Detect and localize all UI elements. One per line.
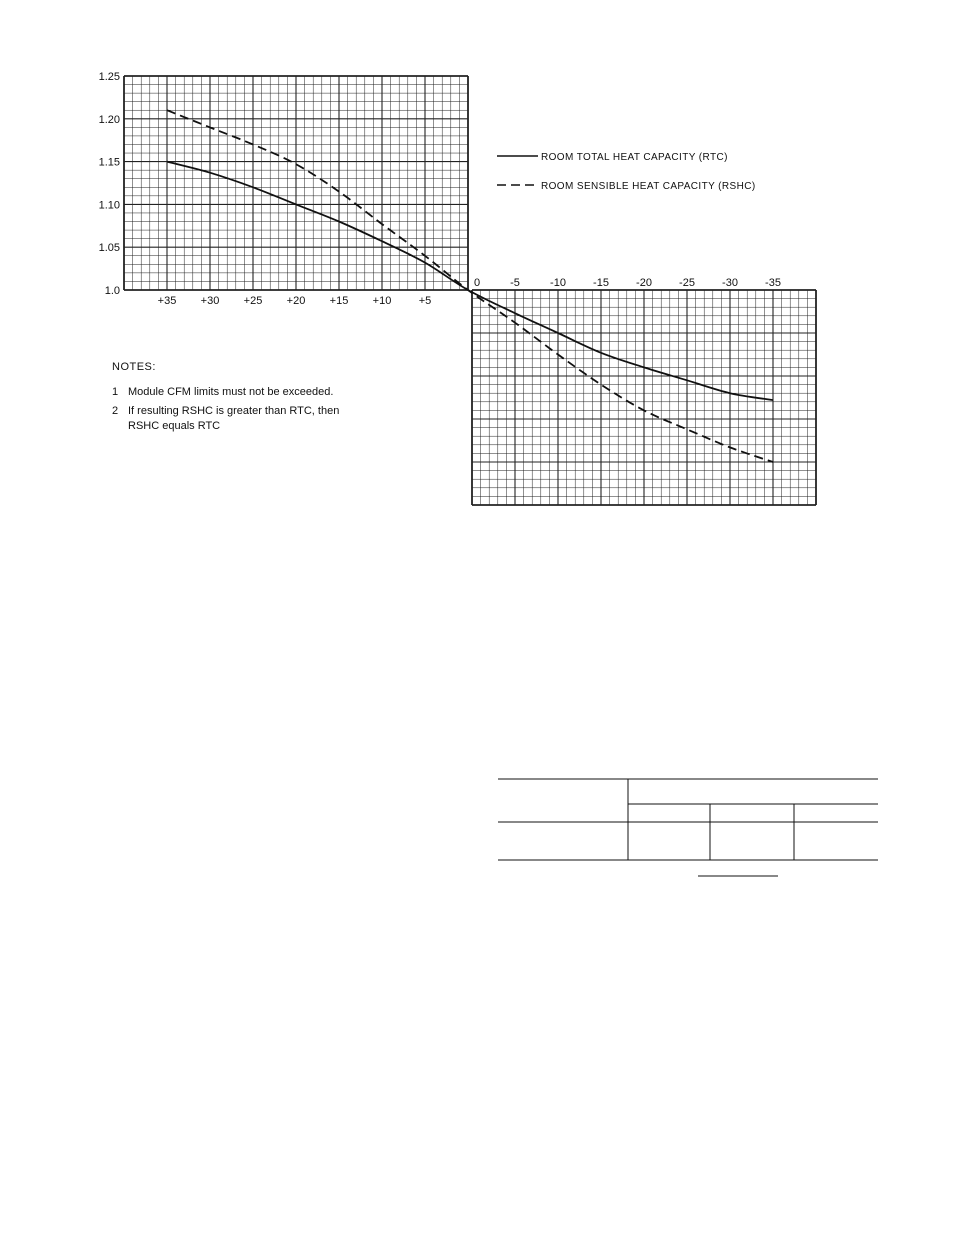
y-tick-label: 1.10 — [98, 199, 120, 212]
note-text: If resulting RSHC is greater than RTC, then RSHC equals RTC — [128, 405, 340, 432]
x-tick-label-lower: -5 — [510, 277, 520, 289]
x-tick-label-lower: -25 — [679, 277, 695, 289]
legend-entry-rtc-label: ROOM TOTAL HEAT CAPACITY (RTC) — [541, 152, 728, 163]
y-tick-label: 1.20 — [98, 113, 120, 126]
x-tick-label-lower: -35 — [765, 277, 781, 289]
x-tick-label-upper: +25 — [243, 295, 263, 307]
legend-entry-rshc-label: ROOM SENSIBLE HEAT CAPACITY (RSHC) — [541, 181, 756, 192]
x-tick-label-lower: -10 — [550, 277, 566, 289]
x-tick-label-lower: -20 — [636, 277, 652, 289]
y-tick-label: 1.0 — [104, 285, 120, 297]
y-tick-label: 1.15 — [98, 156, 120, 169]
note-number: 1 — [112, 386, 119, 398]
x-tick-label-lower: 0 — [474, 277, 481, 289]
x-tick-label-upper: +15 — [329, 295, 349, 307]
x-tick-label-upper: +10 — [372, 295, 392, 307]
x-tick-label-upper: +20 — [286, 295, 306, 307]
x-tick-label-upper: +30 — [200, 295, 220, 307]
x-tick-label-lower: -30 — [722, 277, 738, 289]
note-text: Module CFM limits must not be exceeded. — [128, 386, 334, 398]
note-number: 2 — [112, 405, 119, 417]
x-tick-label-lower: -15 — [593, 277, 609, 289]
x-tick-label-upper: +5 — [418, 295, 432, 307]
notes-title: NOTES: — [112, 361, 156, 373]
x-tick-label-upper: +35 — [157, 295, 177, 307]
y-tick-label: 1.25 — [98, 71, 120, 83]
y-tick-label: 1.05 — [98, 242, 120, 255]
